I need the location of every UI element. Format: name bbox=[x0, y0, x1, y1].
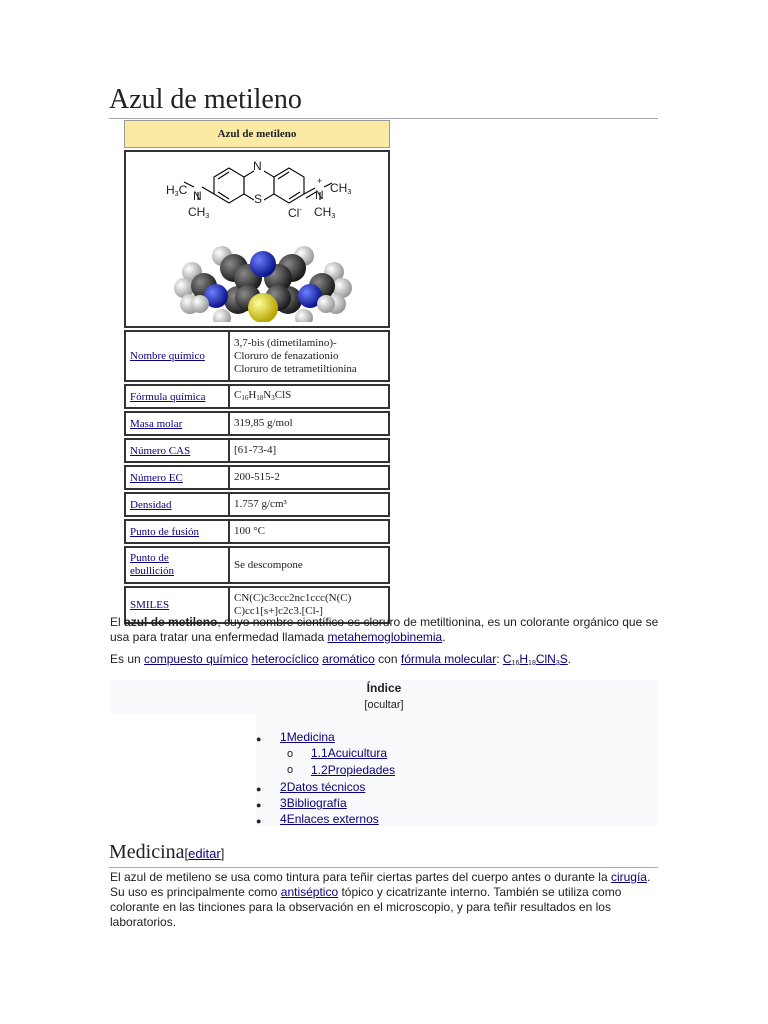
infobox-row bbox=[124, 411, 390, 436]
right-methyl-bottom: $CH_3$ bbox=[314, 205, 336, 220]
left-n: N bbox=[193, 189, 202, 203]
intro-paragraph-2: Es un compuesto químico heterocíclico aromático con fórmula molecular: $C_{16}H_{18}ClN_3S$. bbox=[110, 652, 572, 667]
link-formula-c[interactable]: C bbox=[502, 652, 512, 666]
row-value-nombre-quimico: 3,7-bis (dimetilamino)- Cloruro de fenazationio Cloruro de tetrametiltionina bbox=[234, 336, 357, 375]
row-label-formula[interactable]: Fórmula química bbox=[126, 386, 230, 407]
edit-section: [editar] bbox=[184, 846, 225, 861]
right-plus: + bbox=[317, 176, 323, 186]
infobox-row bbox=[124, 465, 390, 490]
toc-toggle[interactable]: [ocultar] bbox=[364, 699, 404, 711]
link-formula-h[interactable]: H bbox=[519, 652, 529, 666]
atom-s-center: S bbox=[254, 192, 263, 206]
row-value-punto-ebullicion: Se descompone bbox=[234, 558, 303, 571]
infobox-header: Azul de metileno bbox=[124, 120, 390, 148]
edit-link[interactable]: editar bbox=[188, 846, 221, 861]
link-metahemoglobinemia[interactable]: metahemoglobinemia bbox=[327, 630, 443, 644]
section-heading-medicina: Medicina[editar] bbox=[109, 840, 658, 868]
atom-n-center: N bbox=[253, 159, 262, 173]
left-methyl-bottom: $CH_3$ bbox=[188, 205, 210, 220]
infobox-row bbox=[124, 438, 390, 463]
row-value-numero-ec: 200-515-2 bbox=[234, 471, 280, 483]
row-label-nombre-quimico[interactable]: Nombre químico bbox=[126, 332, 230, 380]
toc-item-enlaces-externos[interactable]: 4Enlaces externos bbox=[280, 812, 379, 826]
toc-item-propiedades[interactable]: 1.2Propiedades bbox=[311, 763, 396, 777]
row-value-formula: $C_{16}H_{18}N_3ClS$ bbox=[234, 388, 292, 402]
toc-title: Índice bbox=[366, 681, 402, 695]
left-methyl-top: $H_3C$ bbox=[166, 183, 188, 198]
toc-bullet: ● bbox=[256, 816, 262, 826]
infobox-rows bbox=[124, 330, 390, 624]
toc-item-acuicultura[interactable]: 1.1Acuicultura bbox=[311, 746, 388, 760]
link-aromatico[interactable]: aromático bbox=[322, 652, 375, 666]
toc-bullet: ● bbox=[256, 784, 262, 794]
link-cirugia[interactable]: cirugía bbox=[610, 870, 647, 884]
chloride-ion: Cl- bbox=[288, 205, 303, 220]
toc-item-medicina[interactable]: 1Medicina bbox=[280, 730, 335, 744]
row-value-densidad: 1.757 g/cm³ bbox=[234, 498, 287, 510]
row-label-smiles[interactable]: SMILES bbox=[126, 588, 230, 622]
infobox-row bbox=[124, 519, 390, 544]
intro-paragraph-1: El azul de metileno, cuyo nombre científico es cloruro de metiltionina, es un colorante orgánico que se usa para tratar una enfermedad llamada metahemoglobinemia. bbox=[110, 615, 659, 644]
row-value-punto-fusion: 100 °C bbox=[234, 525, 265, 537]
link-antiseptico[interactable]: antiséptico bbox=[280, 885, 339, 899]
link-formula-cln[interactable]: ClN$_3$S bbox=[535, 652, 568, 667]
toc-bullet-sub: o bbox=[287, 764, 294, 776]
page-title: Azul de metileno bbox=[109, 84, 658, 119]
infobox bbox=[124, 120, 390, 624]
row-label-numero-cas[interactable]: Número CAS bbox=[126, 440, 230, 461]
link-formula-molecular[interactable]: fórmula molecular bbox=[400, 652, 497, 666]
row-value-smiles: CN(C)c3ccc2nc1ccc(N(C) C)cc1[s+]c2c3.[Cl-] bbox=[234, 592, 352, 617]
row-value-masa-molar: 319,85 g/mol bbox=[234, 417, 293, 429]
row-label-densidad[interactable]: Densidad bbox=[126, 494, 230, 515]
toc-bullet: ● bbox=[256, 800, 262, 810]
infobox-row bbox=[124, 330, 390, 382]
row-label-punto-fusion[interactable]: Punto de fusión bbox=[126, 521, 230, 542]
right-n: N bbox=[315, 188, 324, 202]
row-label-numero-ec[interactable]: Número EC bbox=[126, 467, 230, 488]
row-label-punto-ebullicion[interactable]: Punto de ebullición bbox=[126, 548, 230, 582]
infobox-row bbox=[124, 384, 390, 409]
infobox-row bbox=[124, 492, 390, 517]
medicina-paragraph: El azul de metileno se usa como tintura para teñir ciertas partes del cuerpo antes o durante la cirugía. Su uso es principalmente como antiséptico tópico y cicatrizante interno. También se utiliza como colorante en las tinciones para la observación en el microscopio, y para teñir resultados en los laboratorios. bbox=[110, 870, 651, 929]
toc-item-datos-tecnicos[interactable]: 2Datos técnicos bbox=[280, 780, 366, 794]
toc-bullet-sub: o bbox=[287, 748, 294, 760]
space-filling-model bbox=[126, 152, 388, 322]
link-compuesto-quimico[interactable]: compuesto químico bbox=[144, 652, 249, 666]
row-value-numero-cas: [61-73-4] bbox=[234, 444, 277, 456]
infobox-row bbox=[124, 546, 390, 584]
link-heterociclico[interactable]: heterocíclico bbox=[251, 652, 319, 666]
row-label-masa-molar[interactable]: Masa molar bbox=[126, 413, 230, 434]
toc-item-bibliografia[interactable]: 3Bibliografía bbox=[280, 796, 347, 810]
infobox-images bbox=[124, 150, 390, 328]
toc-bullet: ● bbox=[256, 734, 262, 744]
right-methyl-top: $CH_3$ bbox=[330, 181, 352, 196]
